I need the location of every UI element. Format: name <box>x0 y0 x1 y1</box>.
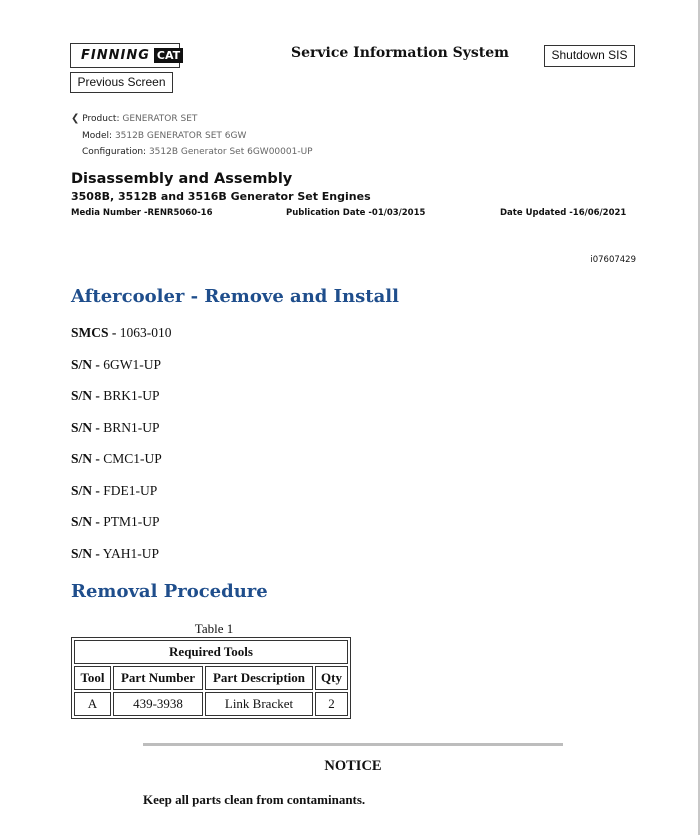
notice-text: Keep all parts clean from contaminants. <box>143 792 366 807</box>
serial-value: FDE1-UP <box>103 483 158 498</box>
serial-value: YAH1-UP <box>102 546 160 561</box>
serial-value: CMC1-UP <box>103 451 162 466</box>
required-tools-table <box>71 637 351 719</box>
table-title: Required Tools <box>74 640 348 664</box>
table-cell: Link Bracket <box>205 692 313 716</box>
removal-heading: Removal Procedure <box>71 581 268 602</box>
sn-label: S/N - <box>71 546 100 561</box>
serial-line <box>71 514 160 530</box>
logo-mark: CAT <box>154 48 183 63</box>
document-title: Disassembly and Assembly <box>71 171 293 187</box>
serial-value: PTM1-UP <box>103 514 160 529</box>
notice-title: NOTICE <box>324 758 382 774</box>
section-heading: Aftercooler - Remove and Install <box>71 286 399 307</box>
config-value[interactable]: 3512B Generator Set 6GW00001-UP <box>148 147 313 157</box>
system-title: Service Information System <box>291 45 509 61</box>
smcs-label: SMCS - <box>71 325 117 340</box>
sn-label: S/N - <box>71 357 100 372</box>
logo-word: FINNING <box>81 48 150 63</box>
publication-date: Publication Date -01/03/2015 <box>286 208 426 218</box>
document-subtitle: 3508B, 3512B and 3516B Generator Set Engines <box>71 190 371 203</box>
model-value[interactable]: 3512B GENERATOR SET 6GW <box>114 130 247 141</box>
table-header-row <box>74 666 348 690</box>
model-key: Model: <box>82 130 113 141</box>
serial-line <box>71 420 160 436</box>
column-header: Part Description <box>205 666 313 690</box>
serial-line <box>71 357 161 373</box>
document-id: i07607429 <box>590 255 636 265</box>
smcs-value: 1063-010 <box>119 325 172 340</box>
serial-value: 6GW1-UP <box>103 357 162 372</box>
chevron-left-icon[interactable]: ❮ <box>71 113 80 124</box>
sn-label: S/N - <box>71 451 100 466</box>
notice-divider <box>143 743 563 746</box>
serial-line <box>71 546 159 562</box>
serial-value: BRK1-UP <box>103 388 160 403</box>
breadcrumb <box>71 111 313 161</box>
serial-value: BRN1-UP <box>103 420 160 435</box>
sn-label: S/N - <box>71 514 100 529</box>
product-value[interactable]: GENERATOR SET <box>122 114 198 124</box>
table-row <box>74 692 348 716</box>
table-caption: Table 1 <box>194 621 234 636</box>
sn-label: S/N - <box>71 420 100 435</box>
serial-line <box>71 483 157 499</box>
sn-label: S/N - <box>71 388 100 403</box>
column-header: Qty <box>315 666 348 690</box>
serial-line <box>71 451 162 467</box>
product-key: Product: <box>82 114 120 124</box>
config-key: Configuration: <box>82 147 147 157</box>
shutdown-sis-button[interactable]: Shutdown SIS <box>544 45 635 67</box>
sn-label: S/N - <box>71 483 100 498</box>
table-cell: 439-3938 <box>113 692 203 716</box>
date-updated: Date Updated -16/06/2021 <box>500 208 627 218</box>
media-number: Media Number -RENR5060-16 <box>71 208 213 218</box>
table-cell: A <box>74 692 111 716</box>
previous-screen-button[interactable]: Previous Screen <box>70 72 173 93</box>
table-title-row <box>74 640 348 664</box>
column-header: Tool <box>74 666 111 690</box>
serial-line <box>71 388 160 404</box>
finning-cat-logo <box>70 43 180 68</box>
column-header: Part Number <box>113 666 203 690</box>
smcs-line <box>71 325 172 341</box>
table-cell: 2 <box>315 692 348 716</box>
